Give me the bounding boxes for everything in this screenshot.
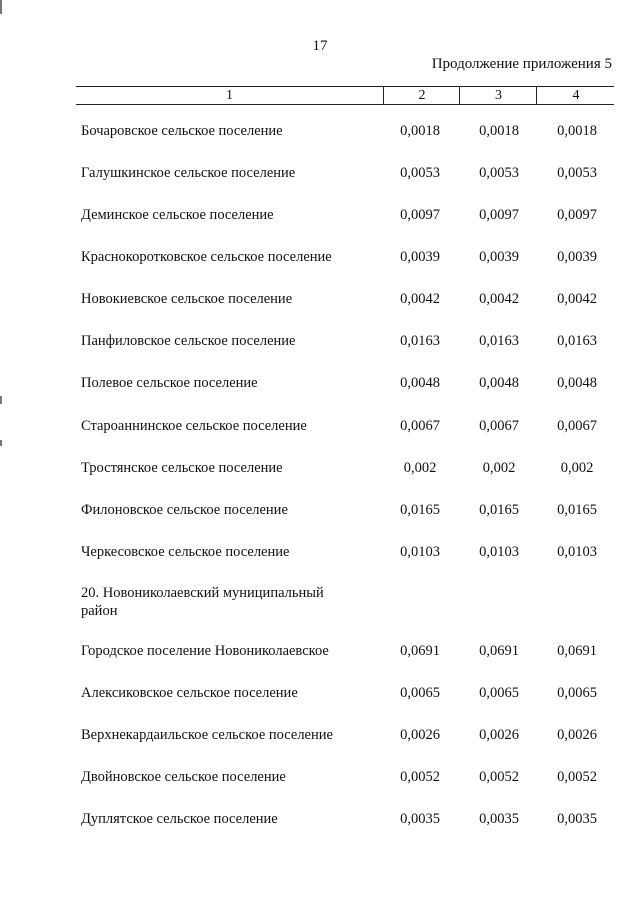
value-col-4: 0,0097	[557, 207, 597, 223]
value-col-4: 0,0163	[557, 333, 597, 349]
district-heading: 20. Новониколаевский муниципальный район	[81, 585, 324, 619]
value-col-4: 0,002	[560, 460, 594, 476]
settlement-name: Двойновское сельское поселение	[81, 769, 286, 785]
settlement-name: Филоновское сельское поселение	[81, 502, 288, 518]
value-col-3: 0,002	[482, 460, 516, 476]
header-col-3: 3	[459, 87, 537, 104]
value-col-2: 0,0103	[400, 544, 440, 560]
value-col-3: 0,0163	[479, 333, 519, 349]
settlement-name: Панфиловское сельское поселение	[81, 333, 296, 349]
value-col-2: 0,0691	[400, 643, 440, 659]
value-col-4: 0,0067	[557, 418, 597, 434]
value-col-2: 0,0065	[400, 685, 440, 701]
scan-edge-mark	[0, 440, 2, 446]
value-col-4: 0,0165	[557, 502, 597, 518]
value-col-2: 0,0035	[400, 811, 440, 827]
scan-edge-mark	[0, 396, 2, 404]
settlement-name: Городское поселение Новониколаевское	[81, 643, 329, 659]
value-col-4: 0,0039	[557, 249, 597, 265]
value-col-3: 0,0018	[479, 123, 519, 139]
header-col-4: 4	[536, 87, 615, 104]
value-col-2: 0,0053	[400, 165, 440, 181]
value-col-3: 0,0691	[479, 643, 519, 659]
value-col-3: 0,0052	[479, 769, 519, 785]
value-col-2: 0,0163	[400, 333, 440, 349]
settlement-name: Галушкинское сельское поселение	[81, 165, 296, 181]
value-col-4: 0,0042	[557, 291, 597, 307]
value-col-2: 0,0039	[400, 249, 440, 265]
value-col-4: 0,0035	[557, 811, 597, 827]
continuation-note: Продолжение приложения 5	[431, 56, 612, 72]
settlement-name: Тростянское сельское поселение	[81, 460, 283, 476]
settlement-name: Верхнекардаильское сельское поселение	[81, 727, 333, 743]
value-col-3: 0,0039	[479, 249, 519, 265]
value-col-3: 0,0065	[479, 685, 519, 701]
value-col-3: 0,0067	[479, 418, 519, 434]
value-col-2: 0,002	[403, 460, 437, 476]
value-col-4: 0,0048	[557, 375, 597, 391]
value-col-2: 0,0018	[400, 123, 440, 139]
settlement-name: Деминское сельское поселение	[81, 207, 274, 223]
settlement-name: Новокиевское сельское поселение	[81, 291, 293, 307]
value-col-4: 0,0053	[557, 165, 597, 181]
value-col-2: 0,0052	[400, 769, 440, 785]
page-number: 17	[312, 38, 328, 54]
value-col-2: 0,0067	[400, 418, 440, 434]
settlement-name: Дуплятское сельское поселение	[81, 811, 278, 827]
header-col-1: 1	[226, 88, 233, 103]
header-col-2: 2	[383, 87, 460, 104]
value-col-4: 0,0018	[557, 123, 597, 139]
value-col-3: 0,0026	[479, 727, 519, 743]
value-col-3: 0,0048	[479, 375, 519, 391]
settlement-name: Черкесовское сельское поселение	[81, 544, 290, 560]
value-col-4: 0,0052	[557, 769, 597, 785]
value-col-4: 0,0103	[557, 544, 597, 560]
value-col-3: 0,0097	[479, 207, 519, 223]
value-col-2: 0,0042	[400, 291, 440, 307]
settlement-name: Староаннинское сельское поселение	[81, 418, 307, 434]
scan-edge-mark	[0, 0, 2, 14]
settlement-name: Алексиковское сельское поселение	[81, 685, 298, 701]
value-col-3: 0,0035	[479, 811, 519, 827]
value-col-2: 0,0097	[400, 207, 440, 223]
value-col-2: 0,0048	[400, 375, 440, 391]
value-col-2: 0,0026	[400, 727, 440, 743]
value-col-4: 0,0065	[557, 685, 597, 701]
value-col-2: 0,0165	[400, 502, 440, 518]
settlement-name: Бочаровское сельское поселение	[81, 123, 283, 139]
value-col-4: 0,0691	[557, 643, 597, 659]
value-col-4: 0,0026	[557, 727, 597, 743]
value-col-3: 0,0165	[479, 502, 519, 518]
settlement-name: Краснокоротковское сельское поселение	[81, 249, 332, 265]
value-col-3: 0,0042	[479, 291, 519, 307]
value-col-3: 0,0103	[479, 544, 519, 560]
settlement-name: Полевое сельское поселение	[81, 375, 258, 391]
value-col-3: 0,0053	[479, 165, 519, 181]
